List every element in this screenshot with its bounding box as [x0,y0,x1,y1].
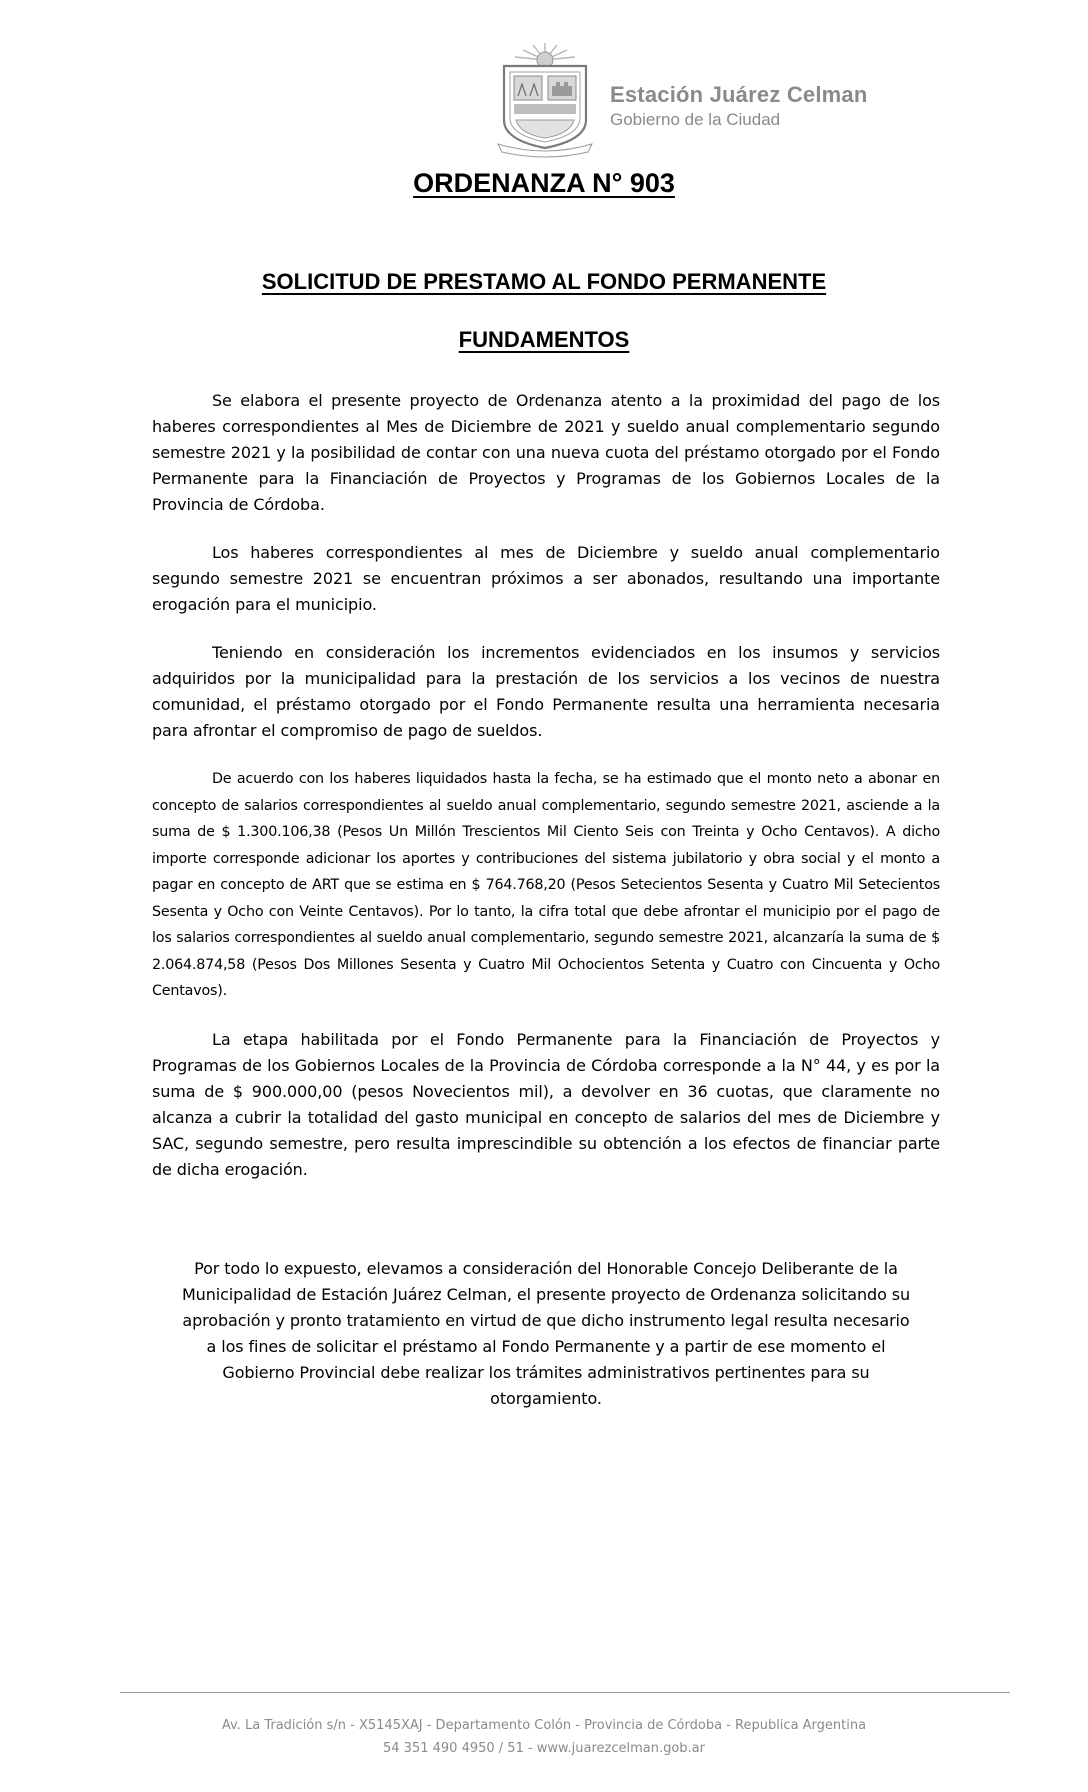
letterhead [490,40,910,160]
paragraph-1: Se elabora el presente proyecto de Ordenanza atento a la proximidad del pago de los haberes correspondientes al Mes de Diciembre de 2021 y sueldo anual complementario segundo semestre 2021 y la posibilidad de contar con una nueva cuota del préstamo otorgado por el Fondo Permanente para la Financiación de Proyectos y Programas de los Gobiernos Locales de la Provincia de Córdoba. [152,391,940,514]
city-government-label: Gobierno de la Ciudad [610,110,781,129]
ordinance-number-title: ORDENANZA N° 903 [413,168,675,198]
footer-divider [120,1692,1010,1693]
section-title: FUNDAMENTOS [458,327,630,352]
paragraph-6: Por todo lo expuesto, elevamos a consideración del Honorable Concejo Deliberante de la Municipalidad de Estación Juárez Celman, el presente proyecto de Ordenanza solicitando su aprobación y pronto tratamiento en virtud de que dicho instrumento legal resulta necesario a los fines de solicitar el préstamo al Fondo Permanente y a partir de ese momento el Gobierno Provincial debe realizar los trámites administrativos pertinentes para su otorgamiento. [181,1259,911,1408]
document-body [152,388,940,1205]
municipal-crest-logo [490,40,600,158]
city-name: Estación Juárez Celman [610,82,868,107]
paragraph-5: La etapa habilitada por el Fondo Permanente para la Financiación de Proyectos y Programas de los Gobiernos Locales de la Provincia de Córdoba corresponde a la N° 44, y es por la suma de $ 900.000,00 (pesos Novecientos mil), a devolver en 36 cuotas, que claramente no alcanza a cubrir la totalidad del gasto municipal en concepto de salarios del mes de Diciembre y SAC, segundo semestre, pero resulta imprescindible su obtención a los efectos de financiar parte de dicha erogación. [152,1029,940,1179]
paragraph-4: De acuerdo con los haberes liquidados hasta la fecha, se ha estimado que el monto neto a abonar en concepto de salarios correspondientes al sueldo anual complementario, segundo semestre 2021, asciende a la suma de $ 1.300.106,38 (Pesos Un Millón Trescientos Mil Ciento Seis con Treinta y Ocho Centavos). A dicho importe corresponde adicionar los aportes y contribuciones del sistema jubilatorio y obra social y el monto a pagar en concepto de ART que se estima en $ 764.768,20 (Pesos Setecientos Sesenta y Cuatro Mil Setecientos Sesenta y Ocho con Veinte Centavos). Por lo tanto, la cifra total que debe afrontar el municipio por el pago de los salarios correspondientes al sueldo anual complementario, segundo semestre 2021, alcanzaría la suma de $ 2.064.874,58 (Pesos Dos Millones Sesenta y Cuatro Mil Ochocientos Setenta y Cuatro con Cincuenta y Ocho Centavos). [152,771,940,999]
footer-address: Av. La Tradición s/n - X5145XAJ - Departamento Colón - Provincia de Córdoba - Republica Argentina [221,1718,867,1733]
paragraph-3: Teniendo en consideración los incrementos evidenciados en los insumos y servicios adquiridos por la municipalidad para la prestación de los servicios a los vecinos de nuestra comunidad, el préstamo otorgado por el Fondo Permanente resulta una herramienta necesaria para afrontar el compromiso de pago de sueldos. [152,643,940,740]
subject-title: SOLICITUD DE PRESTAMO AL FONDO PERMANENTE [261,269,827,294]
closing-section [176,1256,916,1434]
footer-contact: 54 351 490 4950 / 51 - www.juarezcelman.gob.ar [383,1741,705,1756]
paragraph-2: Los haberes correspondientes al mes de Diciembre y sueldo anual complementario segundo semestre 2021 se encuentran próximos a ser abonados, resultando una importante erogación para el municipio. [152,543,940,614]
